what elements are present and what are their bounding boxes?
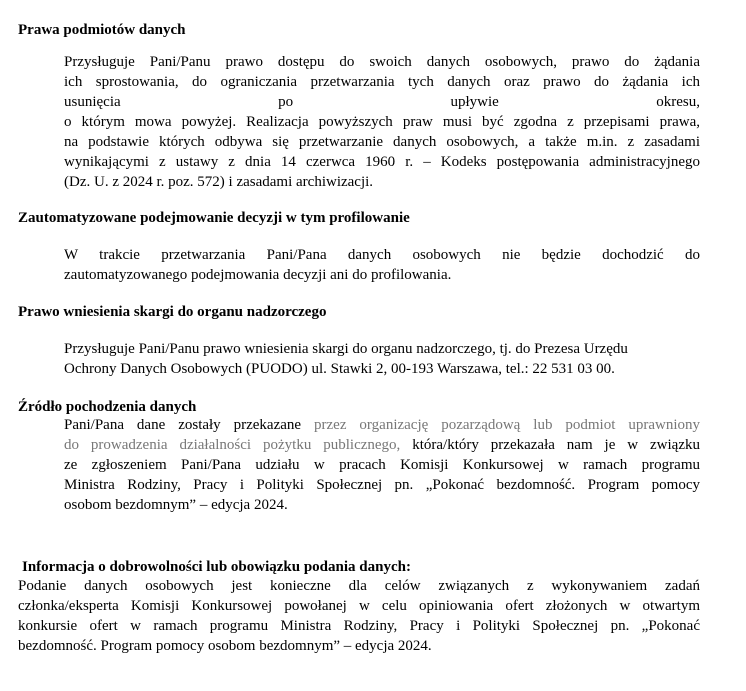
section-heading-data-source: Źródło pochodzenia danych — [18, 399, 197, 415]
text-line: (Dz. U. z 2024 r. poz. 572) i zasadami archiwizacji. — [64, 174, 374, 190]
text-line: W trakcie przetwarzania Pani/Pana danych osobowych nie będzie dochodzić do — [64, 247, 700, 263]
section-heading-voluntary-info: Informacja o dobrowolności lub obowiązku podania danych: — [22, 559, 411, 575]
text-line: wynikającymi z ustawy z dnia 14 czerwca 1960 r. – Kodeks postępowania administracyjnego — [64, 154, 700, 170]
section-heading-automated-decisions: Zautomatyzowane podejmowanie decyzji w tym profilowanie — [18, 210, 410, 226]
section-body-complaint-right — [64, 339, 700, 379]
text-line: Podanie danych osobowych jest konieczne dla celów związanych z wykonywaniem zadań — [18, 578, 700, 594]
text-line — [64, 435, 700, 455]
text-line: Przysługuje Pani/Panu prawo dostępu do swoich danych osobowych, prawo do żądania — [64, 54, 700, 70]
text-line: ich sprostowania, do ograniczania przetwarzania tych danych oraz prawo do żądania ich — [64, 74, 700, 90]
section-heading-data-subject-rights: Prawa podmiotów danych — [18, 22, 186, 38]
text-line: osobom bezdomnym” – edycja 2024. — [64, 497, 288, 513]
text-line — [64, 415, 700, 435]
text-line: zautomatyzowanego podejmowania decyzji ani do profilowania. — [64, 267, 452, 283]
text-segment: która/który przekazała nam je w związku — [400, 437, 701, 453]
text-segment-gray: do prowadzenia działalności pożytku publicznego, — [64, 437, 401, 453]
text-segment: Pani/Pana dane zostały przekazane — [64, 417, 302, 433]
text-line: Ministra Rodziny, Pracy i Polityki Społecznej pn. „Pokonać bezdomność. Program pomocy — [64, 477, 700, 493]
text-segment-gray: przez organizację pozarządową lub podmiot uprawniony — [301, 417, 700, 433]
text-line: ze zgłoszeniem Pani/Pana udziału w pracach Komisji Konkursowej w ramach programu — [64, 457, 700, 473]
section-body-voluntary-info — [18, 576, 700, 656]
text-line: bezdomność. Program pomocy osobom bezdomnym” – edycja 2024. — [18, 638, 432, 654]
text-line: o którym mowa powyżej. Realizacja powyższych praw musi być zgodna z przepisami prawa, — [64, 114, 700, 130]
section-body-automated-decisions — [64, 245, 700, 285]
text-line: Przysługuje Pani/Panu prawo wniesienia skargi do organu nadzorczego, tj. do Prezesa Urzędu — [64, 341, 628, 357]
section-heading-complaint-right: Prawo wniesienia skargi do organu nadzorczego — [18, 304, 327, 320]
text-line: usunięcia po upływie okresu, — [64, 94, 700, 110]
text-line: na podstawie których odbywa się przetwarzanie danych osobowych, a także m.in. z zasadami — [64, 134, 700, 150]
text-line: konkursie ofert w ramach programu Ministra Rodziny, Pracy i Polityki Społecznej pn. „Pokonać — [18, 618, 700, 634]
text-line: członka/eksperta Komisji Konkursowej powołanej w celu opiniowania ofert złożonych w otwartym — [18, 598, 700, 614]
section-body-data-subject-rights — [64, 52, 700, 192]
text-line: Ochrony Danych Osobowych (PUODO) ul. Stawki 2, 00-193 Warszawa, tel.: 22 531 03 00. — [64, 361, 615, 377]
section-body-data-source — [64, 415, 700, 515]
